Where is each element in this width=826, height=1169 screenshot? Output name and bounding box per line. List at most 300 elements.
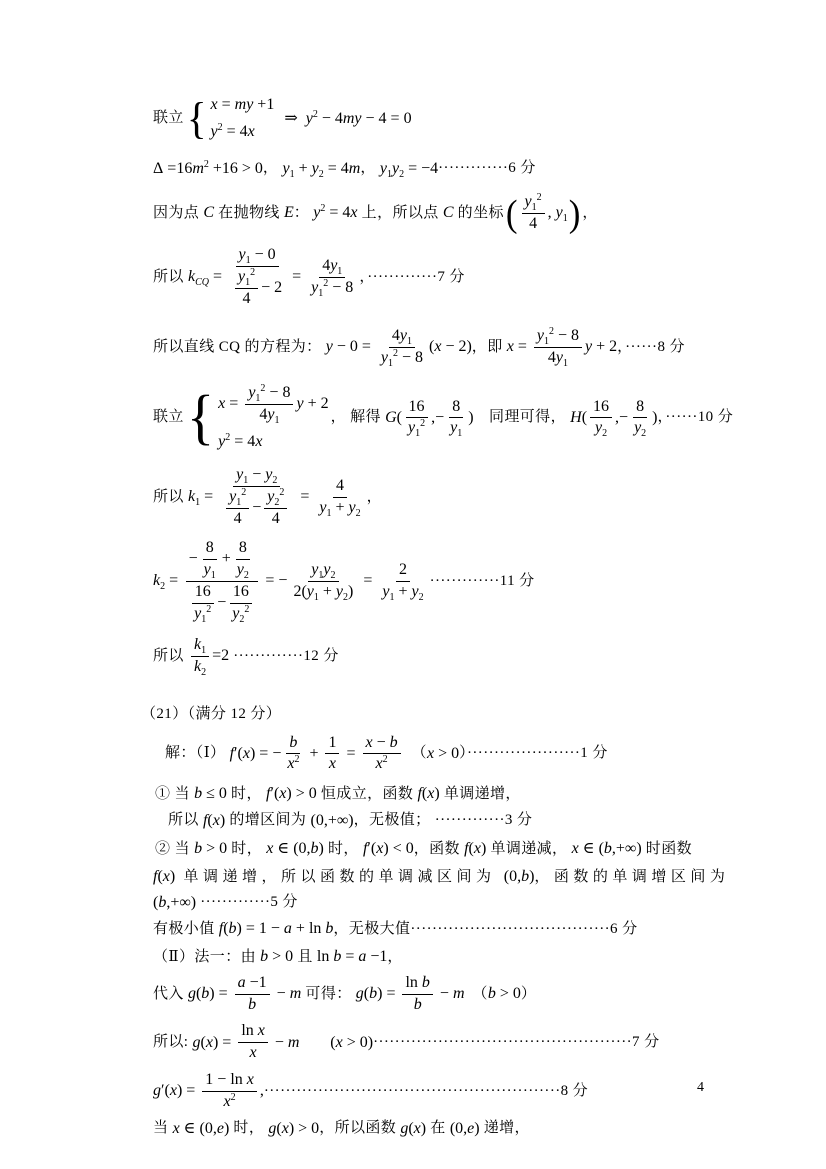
math-run: $k_1$ = bbox=[187, 488, 218, 509]
formula-line bbox=[155, 783, 796, 805]
math-run: 4 bbox=[529, 215, 538, 233]
numerator bbox=[238, 1021, 268, 1043]
text-run: ，所以函数 bbox=[319, 1120, 401, 1137]
system-rows bbox=[215, 383, 328, 453]
math-run: $y_1^2$ bbox=[238, 266, 256, 288]
text-run: ， bbox=[262, 160, 283, 177]
text-run: 解：（Ⅰ） bbox=[165, 745, 230, 762]
text-run: （ bbox=[464, 985, 488, 1002]
math-run: ln b = a −1 bbox=[316, 948, 388, 966]
denominator bbox=[240, 289, 254, 310]
math-run: g(b) = bbox=[187, 984, 232, 1002]
text-run: ·············5 分 bbox=[196, 894, 298, 911]
text-run: ················································7 分 bbox=[373, 1034, 660, 1051]
fraction bbox=[264, 487, 287, 530]
denominator bbox=[447, 418, 465, 439]
denominator bbox=[256, 405, 282, 426]
text-run: 恒成立，函数 bbox=[316, 785, 418, 802]
text-run: ，函数 bbox=[413, 840, 465, 857]
math-run: $y_1^2 - 8$ bbox=[248, 382, 291, 404]
fraction bbox=[534, 326, 582, 369]
numerator bbox=[202, 1070, 257, 1092]
fraction bbox=[402, 973, 432, 1016]
fraction bbox=[235, 267, 258, 310]
text-run: ， bbox=[366, 489, 383, 506]
math-run: (0,+∞) bbox=[310, 811, 354, 829]
denominator bbox=[269, 509, 283, 530]
equation-system bbox=[186, 383, 329, 453]
math-run: $4y_1$ bbox=[322, 256, 343, 277]
math-run: f(x) bbox=[464, 839, 487, 857]
numerator bbox=[236, 538, 250, 560]
fraction bbox=[234, 538, 252, 581]
numerator bbox=[633, 397, 647, 419]
page-number: 4 bbox=[697, 1080, 704, 1095]
text-run: 上，所以点 bbox=[357, 205, 443, 222]
math-run: $y^2 = 4x$ bbox=[218, 431, 263, 450]
text-run: ，函数的单调增区间为 bbox=[534, 869, 730, 885]
math-run: = bbox=[359, 572, 377, 590]
denominator bbox=[229, 604, 252, 625]
system-rows bbox=[208, 94, 275, 144]
math-run: (0,e) bbox=[449, 1119, 480, 1137]
formula-line bbox=[153, 892, 796, 914]
math-run: b > 0 bbox=[260, 948, 294, 966]
denominator bbox=[316, 498, 363, 519]
text-run: 当 bbox=[153, 1120, 173, 1137]
fraction bbox=[220, 465, 293, 530]
math-run: $y_2$ bbox=[634, 419, 647, 440]
math-run: G( bbox=[385, 408, 402, 426]
fraction bbox=[229, 245, 285, 310]
math-run: − bbox=[217, 593, 227, 611]
text-run: 的坐标 bbox=[453, 205, 504, 222]
math-run: + bbox=[305, 744, 323, 762]
math-run: = bbox=[288, 268, 306, 286]
formula-line bbox=[153, 245, 796, 310]
math-run: ,− bbox=[615, 408, 629, 426]
formula-line bbox=[153, 465, 796, 530]
math-run: ⇒ $y^2 - 4my - 4 = 0$ bbox=[276, 108, 412, 127]
numerator bbox=[402, 973, 432, 995]
math-run: ) bbox=[468, 408, 474, 426]
case-row bbox=[218, 431, 262, 453]
math-run: C bbox=[442, 204, 454, 222]
fraction bbox=[378, 326, 426, 369]
numerator bbox=[308, 560, 338, 582]
math-run: x ∈ (0,e) bbox=[172, 1119, 230, 1137]
text-run: ，无极大值·····································6 分 bbox=[333, 920, 638, 937]
math-run: ) bbox=[652, 408, 658, 426]
denominator bbox=[191, 657, 209, 678]
fraction bbox=[590, 397, 612, 440]
math-run: g(x) = bbox=[192, 1033, 236, 1051]
numerator bbox=[264, 487, 287, 509]
math-run: = bbox=[296, 488, 314, 506]
numerator bbox=[226, 487, 249, 509]
text-run bbox=[299, 1032, 330, 1053]
fraction bbox=[522, 192, 545, 235]
formula-line bbox=[153, 383, 796, 453]
math-run: $y_1^2$ bbox=[229, 487, 247, 509]
math-run: b bbox=[248, 995, 257, 1013]
math-run: f′(x) = − bbox=[229, 744, 282, 762]
formula-line bbox=[153, 1118, 796, 1140]
denominator bbox=[378, 348, 426, 369]
math-run: $k_{CQ}$ = bbox=[187, 268, 226, 289]
math-run: x = bbox=[506, 338, 531, 356]
math-run: b > 0 bbox=[194, 839, 228, 857]
text-run: 单调递减， bbox=[486, 840, 572, 857]
numerator bbox=[396, 560, 410, 582]
numerator bbox=[186, 538, 258, 582]
text-run: 时， bbox=[226, 785, 266, 802]
fraction bbox=[235, 973, 270, 1016]
formula-line bbox=[153, 192, 796, 235]
math-run: $k_1$ bbox=[193, 635, 207, 656]
math-run: 4 bbox=[233, 510, 242, 528]
fraction bbox=[191, 582, 214, 625]
text-run: ， bbox=[360, 160, 380, 177]
text-run: ，即 bbox=[471, 338, 507, 355]
denominator bbox=[221, 1092, 239, 1113]
text-run: ① 当 bbox=[155, 785, 195, 802]
math-run: $y^2 = 4x$ bbox=[313, 203, 358, 222]
text-run: 联立 bbox=[153, 409, 184, 426]
text-run: ，·············7 分 bbox=[359, 268, 465, 285]
math-run: f′(x) > 0 bbox=[266, 785, 317, 803]
text-run: 所以 bbox=[153, 268, 188, 285]
math-run: ln x bbox=[241, 1022, 265, 1040]
math-run: x ∈ (b,+∞) bbox=[571, 839, 642, 857]
formula-line bbox=[153, 918, 796, 940]
paren-icon: ( bbox=[505, 192, 518, 235]
math-run: 16 bbox=[232, 582, 249, 600]
text-run: 时， bbox=[229, 1120, 269, 1137]
numerator bbox=[534, 326, 582, 348]
numerator bbox=[319, 256, 345, 278]
math-run: x bbox=[328, 755, 337, 773]
math-run: − bbox=[252, 499, 262, 517]
math-run: g(b) = bbox=[355, 984, 400, 1002]
math-run: E bbox=[283, 204, 294, 222]
math-run: 8 bbox=[238, 538, 247, 556]
fraction bbox=[447, 397, 465, 440]
math-run: $x^2$ bbox=[375, 754, 388, 773]
math-run: $k_2$ = bbox=[153, 572, 183, 593]
text-run: 单调递增，所以函数的单调减区间为 bbox=[175, 869, 504, 885]
math-run: 8 bbox=[636, 397, 645, 415]
text-run: （ bbox=[403, 745, 427, 762]
text-run: ，无极值； ·············3 分 bbox=[353, 812, 533, 829]
numerator bbox=[522, 192, 545, 214]
math-run: x − b bbox=[365, 733, 398, 751]
text-run: 联立 bbox=[153, 110, 184, 127]
math-run: x = bbox=[218, 395, 243, 413]
numerator bbox=[235, 267, 258, 289]
text-run: 时， bbox=[323, 840, 363, 857]
text-run: ② 当 bbox=[155, 840, 195, 857]
math-run: (x − 2) bbox=[429, 338, 472, 356]
denominator bbox=[326, 754, 339, 775]
fraction bbox=[363, 733, 401, 776]
math-run: =2 bbox=[212, 646, 230, 664]
fraction bbox=[226, 487, 249, 530]
text-run: 在抛物线 bbox=[214, 205, 284, 222]
case-row bbox=[211, 94, 275, 116]
math-run: = bbox=[342, 744, 360, 762]
math-run: $4y_1$ bbox=[391, 326, 412, 347]
math-run: $y_2$ bbox=[236, 560, 249, 581]
math-run: $\Delta =16m^2 +16 > 0$ bbox=[153, 158, 263, 177]
formula-line bbox=[153, 538, 796, 625]
brace-icon: { bbox=[186, 383, 215, 452]
math-run: f′(x) < 0 bbox=[362, 839, 414, 857]
math-run: b bbox=[413, 995, 422, 1013]
numerator bbox=[236, 245, 279, 267]
text-run: ·······················································8 分 bbox=[263, 1082, 589, 1099]
math-run: − m bbox=[270, 1033, 300, 1051]
math-run: $y_1$ bbox=[450, 419, 463, 440]
denominator bbox=[201, 560, 219, 581]
math-run: ,− bbox=[431, 408, 445, 426]
math-run: (0,b) bbox=[503, 868, 535, 886]
text-run: ， bbox=[582, 205, 598, 222]
math-run: 16 bbox=[408, 397, 425, 415]
fraction bbox=[405, 397, 428, 440]
numerator bbox=[325, 733, 339, 755]
math-run: $y_1 + y_2 = 4m$ bbox=[282, 159, 361, 180]
math-run: $y_1^2 - 8$ bbox=[536, 325, 580, 347]
text-run: 因为点 bbox=[153, 205, 204, 222]
fraction bbox=[379, 560, 426, 603]
fraction bbox=[245, 383, 293, 426]
math-run: H( bbox=[570, 408, 588, 426]
fraction bbox=[191, 635, 209, 678]
text-run: （Ⅱ）法一：由 bbox=[153, 949, 261, 966]
formula-line bbox=[141, 704, 796, 725]
numerator bbox=[286, 733, 300, 755]
math-run: g(x) > 0 bbox=[268, 1119, 320, 1137]
math-run: 1 − ln x bbox=[205, 1071, 254, 1089]
text-run: 所以 bbox=[153, 489, 188, 506]
denominator bbox=[379, 582, 426, 603]
fraction bbox=[201, 538, 219, 581]
math-run: $x^2$ bbox=[287, 754, 300, 773]
brace-icon: { bbox=[186, 93, 207, 144]
math-run: x ∈ (0,b) bbox=[266, 839, 324, 857]
denominator bbox=[631, 418, 649, 439]
numerator bbox=[192, 582, 214, 604]
text-run: 且 bbox=[293, 949, 317, 966]
denominator bbox=[247, 1043, 260, 1064]
denominator bbox=[185, 582, 258, 625]
fraction bbox=[316, 476, 363, 519]
math-run: 8 bbox=[452, 397, 461, 415]
text-run: 所以: bbox=[153, 1034, 193, 1051]
math-run: 1 bbox=[328, 733, 337, 751]
math-run: f(x) bbox=[153, 868, 176, 886]
numerator bbox=[449, 397, 463, 419]
denominator bbox=[245, 995, 259, 1016]
math-run: $y_1 - 0$ bbox=[238, 245, 276, 266]
numerator bbox=[590, 397, 612, 419]
fraction bbox=[238, 1021, 268, 1064]
text-run: ，······10 分 bbox=[657, 409, 734, 426]
numerator bbox=[230, 582, 252, 604]
math-run: x = my +1 bbox=[210, 96, 275, 113]
math-run: f(x) bbox=[417, 785, 440, 803]
text-run: 代入 bbox=[153, 985, 188, 1002]
numerator bbox=[203, 538, 217, 560]
denominator bbox=[220, 487, 293, 530]
denominator bbox=[308, 278, 356, 299]
text-run: ， 解得 bbox=[330, 409, 386, 426]
math-run: $y_1 + y_2$ bbox=[382, 582, 424, 603]
math-run: $y_1^2$ bbox=[408, 418, 426, 440]
math-run: $y_1 + y_2$ bbox=[319, 498, 361, 519]
math-run: y + 2 bbox=[585, 338, 618, 356]
math-run: $y_1^2 - 8$ bbox=[311, 277, 354, 299]
text-run: 递增， bbox=[479, 1120, 530, 1137]
formula-line bbox=[153, 326, 796, 369]
math-run: $2(y_1 + y_2)$ bbox=[293, 582, 354, 603]
numerator bbox=[389, 326, 415, 348]
denominator bbox=[411, 995, 425, 1016]
math-run: , bbox=[259, 1082, 264, 1100]
formula-line bbox=[165, 733, 796, 776]
denominator bbox=[234, 560, 252, 581]
text-run: 时函数 bbox=[641, 840, 693, 857]
text-run: 时， bbox=[227, 840, 267, 857]
formula-line bbox=[153, 158, 796, 180]
fraction bbox=[308, 256, 356, 299]
paren-content bbox=[519, 192, 568, 235]
denominator bbox=[284, 754, 302, 775]
case-row bbox=[218, 383, 328, 426]
text-run: ， bbox=[387, 949, 403, 966]
math-run: a −1 bbox=[237, 973, 267, 991]
numerator bbox=[233, 465, 280, 487]
math-run: $y_1y_2$ bbox=[311, 560, 336, 581]
math-run: $k_2$ bbox=[193, 657, 207, 678]
denominator bbox=[373, 754, 391, 775]
math-run: $x^2$ bbox=[223, 1091, 236, 1110]
formula-line bbox=[153, 866, 796, 888]
math-run: x > 0 bbox=[426, 744, 460, 762]
math-run: $4y_1$ bbox=[547, 348, 569, 369]
paren-group bbox=[505, 192, 582, 235]
fraction bbox=[631, 397, 649, 440]
fraction bbox=[202, 1070, 257, 1113]
math-run: 16 bbox=[194, 582, 211, 600]
math-run: = − bbox=[261, 572, 288, 590]
numerator bbox=[245, 383, 293, 405]
denominator bbox=[290, 582, 356, 603]
math-run: $y_1$ bbox=[203, 560, 216, 581]
numerator bbox=[235, 973, 270, 995]
formula-line bbox=[155, 838, 796, 860]
formula-line bbox=[153, 946, 796, 968]
text-run: 单调递增， bbox=[439, 785, 521, 802]
text-run: ）·····················1 分 bbox=[459, 745, 608, 762]
formula-line bbox=[168, 810, 796, 832]
math-run: $y_2^2$ bbox=[232, 603, 250, 625]
math-run: 4 bbox=[336, 477, 344, 495]
text-run: 同理可得， bbox=[473, 409, 571, 426]
math-run: − m bbox=[435, 984, 465, 1002]
denominator bbox=[526, 214, 540, 235]
math-run: − bbox=[188, 549, 198, 567]
math-run: b ≤ 0 bbox=[194, 785, 227, 803]
math-run: f(b) = 1 − a + ln b bbox=[218, 920, 334, 938]
math-run: $y^2 = 4x$ bbox=[210, 122, 255, 141]
denominator bbox=[231, 509, 245, 530]
text-run: ： bbox=[293, 205, 314, 222]
text-run: 可得： bbox=[301, 985, 356, 1002]
text-run: 所以 bbox=[168, 812, 203, 829]
equation-system bbox=[186, 94, 275, 144]
numerator bbox=[191, 635, 209, 657]
formula-line bbox=[153, 635, 796, 678]
math-run: − m bbox=[272, 984, 302, 1002]
text-run: ·············6 分 bbox=[438, 160, 536, 177]
denominator bbox=[592, 418, 610, 439]
math-run: 4 bbox=[271, 510, 280, 528]
math-run: x bbox=[249, 1044, 257, 1062]
solution-content bbox=[141, 93, 796, 1140]
text-run: 有极小值 bbox=[153, 920, 219, 937]
math-run: y + 2 bbox=[296, 395, 329, 413]
math-run: 16 bbox=[593, 397, 610, 415]
math-run: 8 bbox=[205, 538, 214, 556]
math-run: , $y_1$ bbox=[547, 204, 568, 225]
math-run: (b,+∞) bbox=[153, 893, 197, 911]
text-run: 所以 bbox=[153, 647, 188, 664]
math-run: $y_1^2 - 8$ bbox=[380, 347, 423, 369]
fraction bbox=[229, 582, 252, 625]
fraction bbox=[185, 538, 258, 625]
text-run: ·············12 分 bbox=[229, 647, 339, 664]
text-run: ，······8 分 bbox=[617, 338, 685, 355]
math-run: $y_1^2$ bbox=[194, 603, 212, 625]
math-run: − 2 bbox=[261, 278, 283, 296]
math-run: $y_2$ bbox=[594, 419, 608, 440]
formula-line bbox=[153, 1021, 796, 1064]
math-run: 2 bbox=[399, 560, 407, 578]
math-run: $y_1y_2 = -4$ bbox=[379, 159, 439, 180]
math-run: (x > 0) bbox=[330, 1033, 374, 1051]
numerator bbox=[333, 476, 347, 498]
math-run: + bbox=[221, 549, 231, 567]
denominator bbox=[545, 348, 571, 369]
case-row bbox=[211, 121, 255, 143]
math-run: f(x) bbox=[202, 811, 226, 829]
formula-line bbox=[153, 94, 796, 144]
math-run: ln b bbox=[405, 973, 430, 991]
denominator bbox=[229, 267, 285, 310]
text-run: （21）（满分 12 分） bbox=[141, 705, 282, 722]
denominator bbox=[191, 604, 214, 625]
text-run: ） bbox=[520, 985, 537, 1002]
paren-icon: ) bbox=[568, 192, 581, 235]
numerator bbox=[363, 733, 401, 755]
math-run: y − 0 = bbox=[325, 338, 375, 356]
math-run: g(x) bbox=[400, 1119, 427, 1137]
fraction bbox=[284, 733, 302, 776]
fraction bbox=[325, 733, 339, 776]
math-run: C bbox=[203, 204, 215, 222]
